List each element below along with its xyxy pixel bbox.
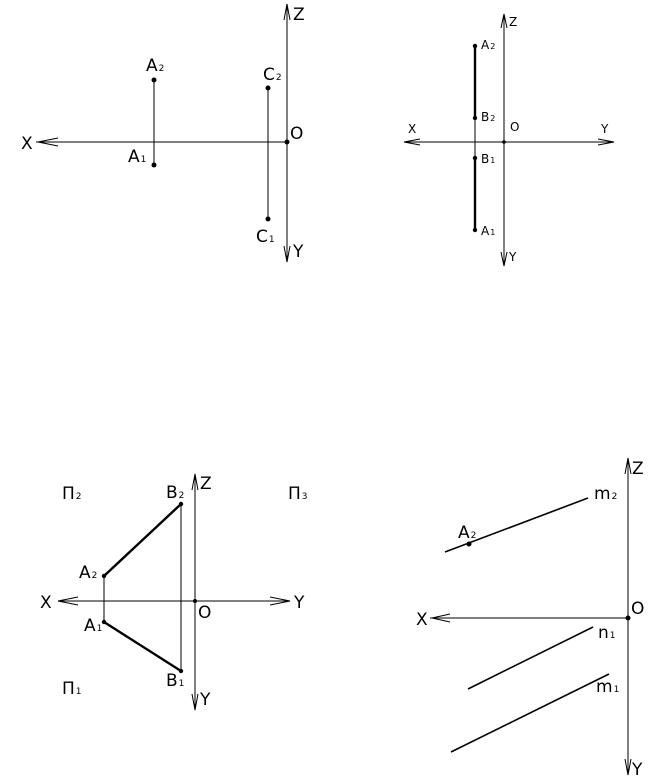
d4-label-a2: A2 xyxy=(458,523,477,543)
d2-point-a2 xyxy=(473,44,477,48)
d2-point-a1 xyxy=(473,228,477,232)
d3-segment-a2b2 xyxy=(104,504,181,576)
d4-label-m2: m2 xyxy=(594,484,618,504)
d3-label-a2: A2 xyxy=(79,563,98,583)
d3-origin-label: O xyxy=(198,603,212,623)
d2-label-a1: A1 xyxy=(481,224,496,238)
d2-label-a2: A2 xyxy=(481,38,496,52)
d2-axis-y-right-label: Y xyxy=(601,122,609,136)
d2-label-b2: B2 xyxy=(481,110,496,124)
d2-label-b1: B1 xyxy=(481,152,496,166)
d3-label-a1: A1 xyxy=(84,616,103,636)
d4-axis-z-label: Z xyxy=(632,459,644,479)
diagram-4 xyxy=(416,458,644,777)
d1-origin-label: O xyxy=(290,124,304,144)
d1-label-c2: C2 xyxy=(263,65,282,85)
d3-axis-y-right-label: Y xyxy=(294,593,305,613)
d2-axis-z-label: Z xyxy=(509,15,518,29)
d4-axis-x-label: X xyxy=(416,610,428,630)
d1-axis-y-label: Y xyxy=(293,242,304,262)
d1-label-a2: A2 xyxy=(146,56,165,76)
d3-plane-p3-label: П3 xyxy=(288,484,308,504)
d2-origin-point xyxy=(502,140,506,144)
d3-point-a2 xyxy=(102,574,106,578)
d1-label-a1: A1 xyxy=(128,147,147,167)
d2-point-b1 xyxy=(473,156,477,160)
d3-axis-x-label: X xyxy=(40,593,52,613)
d1-axis-x-label: X xyxy=(21,134,33,154)
d1-axis-z-label: Z xyxy=(293,5,305,25)
d1-point-a2 xyxy=(152,78,157,83)
d3-plane-p2-label: П2 xyxy=(62,484,82,504)
d3-axis-y-down-label: Y xyxy=(200,690,211,710)
d3-label-b1: B1 xyxy=(166,671,185,691)
d4-origin-point xyxy=(626,616,631,621)
d4-axis-y-label: Y xyxy=(632,760,643,777)
d1-origin-point xyxy=(285,140,290,145)
d3-plane-p1-label: П1 xyxy=(62,679,82,699)
d2-axis-y-down-label: Y xyxy=(509,250,517,264)
d2-origin-label: O xyxy=(510,120,520,134)
d3-segment-a1b1 xyxy=(104,622,181,671)
d4-line-n1 xyxy=(468,627,593,689)
diagram-2 xyxy=(404,14,614,266)
diagram-1 xyxy=(21,4,305,262)
d3-origin-point xyxy=(193,599,197,603)
d4-origin-label: O xyxy=(631,599,645,619)
d1-label-c1: C1 xyxy=(256,227,275,247)
d3-axis-z-label: Z xyxy=(200,474,212,494)
d4-label-m1: m1 xyxy=(596,677,620,697)
d2-point-b2 xyxy=(473,116,477,120)
d3-point-b2 xyxy=(179,502,183,506)
d4-label-n1: n1 xyxy=(598,623,616,643)
d1-point-c2 xyxy=(266,86,271,91)
d3-point-a1 xyxy=(102,620,106,624)
d1-point-a1 xyxy=(152,163,157,168)
d2-axis-x-label: X xyxy=(408,122,417,136)
d3-point-b1 xyxy=(179,669,183,673)
diagram-3 xyxy=(40,474,308,710)
d1-point-c1 xyxy=(266,217,271,222)
d3-label-b2: B2 xyxy=(166,483,185,503)
